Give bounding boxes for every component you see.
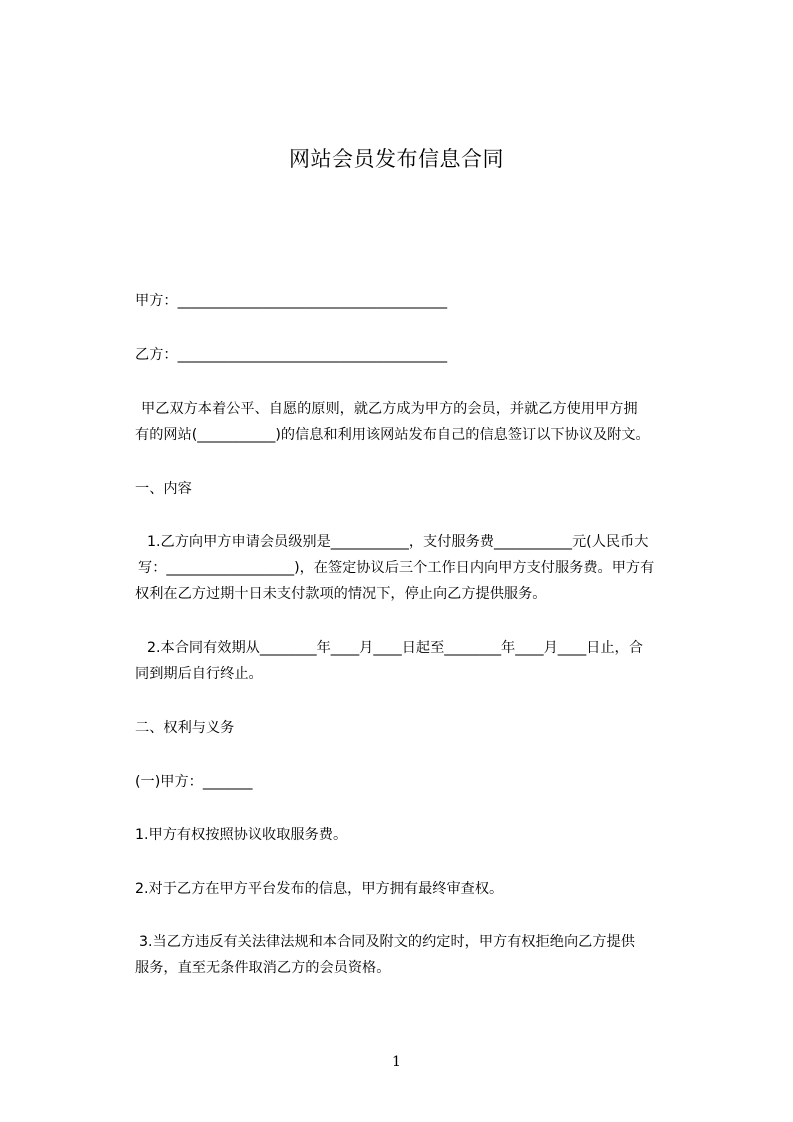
clause-a-3-line-1: 3.当乙方违反有关法律法规和本合同及附文的约定时，甲方有权拒绝向乙方提供 (139, 934, 635, 950)
clause-a-2: 2.对于乙方在甲方平台发布的信息，甲方拥有最终审查权。 (135, 881, 504, 897)
item-1-line-3: 权利在乙方过期十日未支付款项的情况下，停止向乙方提供服务。 (135, 586, 547, 602)
section-1-heading: 一、内容 (135, 481, 192, 497)
page-number: 1 (392, 1054, 401, 1070)
clause-a-3-line-2: 服务，直至无条件取消乙方的会员资格。 (135, 960, 391, 976)
item-2-line-1: 2.本合同有效期从________年____月____日起至________年____月____日止，合 (147, 640, 643, 656)
subsection-party-a-heading: (一)甲方：_______ (135, 774, 253, 790)
document-title: 网站会员发布信息合同 (289, 147, 504, 171)
section-2-heading: 二、权利与义务 (135, 720, 235, 736)
intro-line-1: 甲乙双方本着公平、自愿的原则，就乙方成为甲方的会员，并就乙方使用甲方拥 (141, 401, 638, 417)
item-1-line-2: 写：__________________)，在签定协议后三个工作日内向甲方支付服务费。甲方有 (138, 560, 655, 576)
party-a-line: 甲方：______________________________________ (135, 293, 448, 309)
clause-a-1: 1.甲方有权按照协议收取服务费。 (135, 827, 348, 843)
party-b-line: 乙方：______________________________________ (135, 347, 448, 363)
item-1-line-1: 1.乙方向甲方申请会员级别是___________，支付服务费___________元(人民币大 (147, 534, 649, 550)
item-2-line-2: 同到期后自行终止。 (135, 666, 263, 682)
intro-line-2: 有的网站(___________)的信息和利用该网站发布自己的信息签订以下协议及附文。 (135, 427, 650, 443)
